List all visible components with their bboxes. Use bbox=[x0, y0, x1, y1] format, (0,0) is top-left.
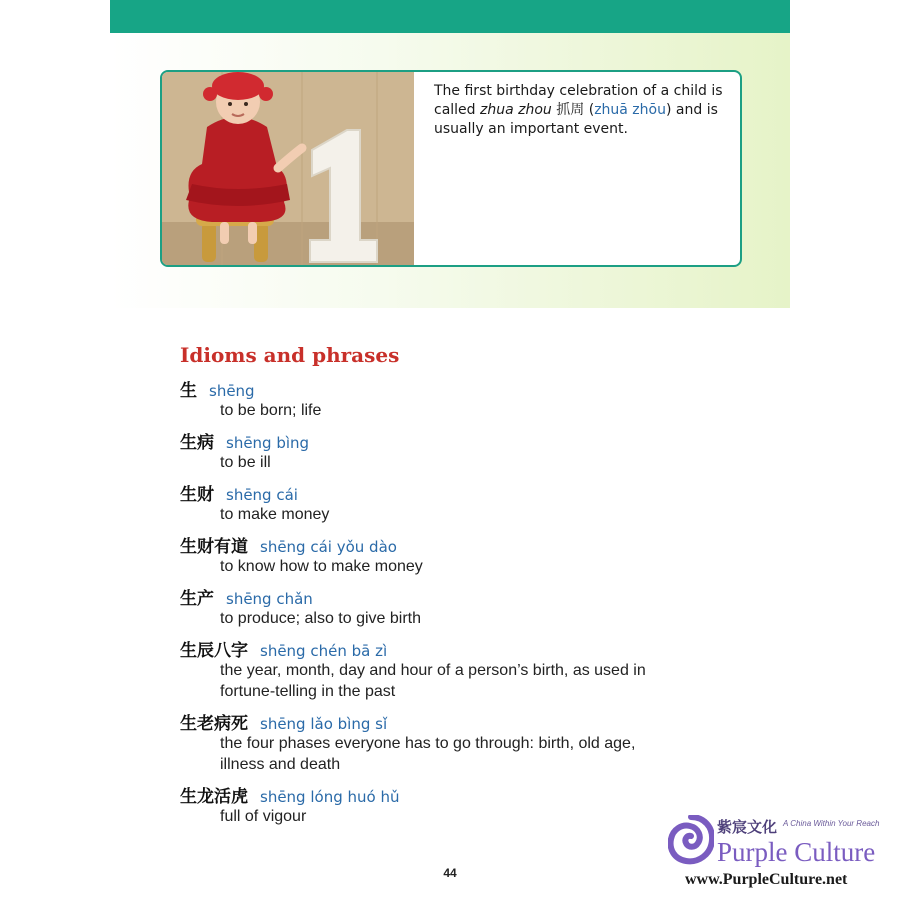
idiom-pinyin: shēng bìng bbox=[226, 434, 310, 452]
idiom-meaning-line: fortune-telling in the past bbox=[220, 683, 396, 700]
idiom-entry bbox=[180, 636, 740, 702]
idiom-meaning: full of vigour bbox=[220, 808, 307, 825]
idiom-meaning-line: the four phases everyone has to go through: birth, old age, bbox=[220, 735, 636, 752]
callout-chinese: 抓周 bbox=[556, 102, 585, 118]
idiom-meaning: to be ill bbox=[220, 454, 271, 471]
idiom-chinese: 生 bbox=[180, 381, 197, 401]
section-title: Idioms and phrases bbox=[180, 343, 400, 367]
idiom-entry bbox=[180, 532, 740, 577]
callout-description: The first birthday celebration of a child is called zhua zhou 抓周 (zhuā zhōu) and is usually an important event. bbox=[434, 83, 723, 137]
idiom-entry bbox=[180, 376, 740, 421]
idiom-meaning bbox=[180, 660, 740, 702]
photo-illustration bbox=[162, 72, 414, 265]
idiom-chinese: 生病 bbox=[180, 433, 214, 453]
idiom-entry bbox=[180, 782, 740, 827]
idiom-meaning: to know how to make money bbox=[220, 558, 423, 575]
idiom-meaning: to be born; life bbox=[220, 402, 322, 419]
purple-culture-watermark bbox=[665, 815, 895, 895]
idiom-pinyin: shēng lóng huó hǔ bbox=[260, 788, 400, 806]
idiom-pinyin: shēng chǎn bbox=[226, 590, 313, 608]
idiom-meaning: to make money bbox=[220, 506, 330, 523]
idiom-entry bbox=[180, 428, 740, 473]
idiom-chinese: 生产 bbox=[180, 589, 214, 609]
idiom-entry bbox=[180, 584, 740, 629]
idiom-pinyin: shēng cái bbox=[226, 486, 298, 504]
idiom-meaning-line: the year, month, day and hour of a person’s birth, as used in bbox=[220, 662, 646, 679]
callout-pinyin: zhuā zhōu bbox=[594, 102, 666, 118]
idiom-chinese: 生辰八字 bbox=[180, 641, 248, 661]
logo-brand-name: Purple Culture bbox=[717, 837, 876, 867]
idiom-chinese: 生龙活虎 bbox=[180, 787, 248, 807]
baby-birthday-photo bbox=[162, 72, 414, 265]
top-color-band bbox=[110, 0, 790, 33]
idiom-pinyin: shēng cái yǒu dào bbox=[260, 538, 397, 556]
idiom-entry bbox=[180, 480, 740, 525]
idiom-meaning: to produce; also to give birth bbox=[220, 610, 422, 627]
idiom-list bbox=[180, 376, 740, 834]
info-callout-box bbox=[160, 70, 742, 267]
callout-term: zhua zhou bbox=[480, 102, 552, 118]
book-page bbox=[110, 0, 790, 900]
idiom-meaning-line: illness and death bbox=[220, 756, 341, 773]
logo-tagline: A China Within Your Reach bbox=[783, 819, 880, 828]
idiom-chinese: 生老病死 bbox=[180, 714, 248, 734]
logo-chinese-name: 紫宸文化 bbox=[717, 818, 778, 836]
idiom-chinese: 生财 bbox=[180, 485, 214, 505]
page-number: 44 bbox=[443, 866, 457, 880]
idiom-meaning bbox=[180, 733, 740, 775]
logo-url[interactable]: www.PurpleCulture.net bbox=[685, 871, 848, 888]
idiom-pinyin: shēng chén bā zì bbox=[260, 642, 388, 660]
callout-text-2: and is usually an important event. bbox=[434, 102, 718, 137]
swirl-logo-icon bbox=[668, 815, 714, 865]
idiom-chinese: 生财有道 bbox=[180, 537, 248, 557]
idiom-pinyin: shēng bbox=[209, 382, 255, 400]
callout-text-1: The first birthday celebration of a child is called bbox=[434, 83, 723, 118]
idiom-pinyin: shēng lǎo bìng sǐ bbox=[260, 715, 388, 733]
idiom-entry bbox=[180, 709, 740, 775]
